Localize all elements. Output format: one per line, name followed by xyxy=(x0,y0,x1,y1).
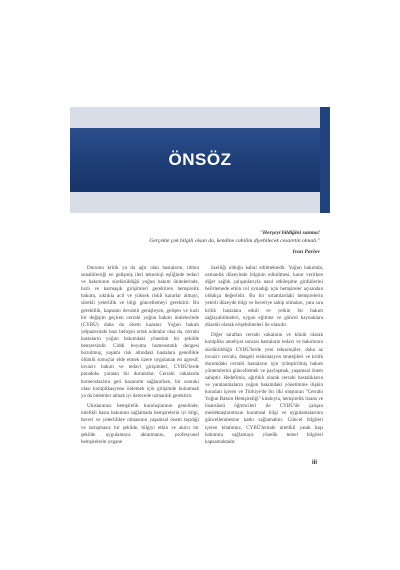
paragraph: Durumu kritik ya da ağır olan hastaların, tıbbın sunabileceği en gelişmiş ileri teknoloji eşliğinde tedavi ve bakımının sürdürüldüğü yoğun bakım ünitelerinde, hızlı ve karmaşık girişimleri gerektiren hemşirelik bakımı, sıklıkla acil ve yüksek riskli kararlar almayı, sürekli yeterlilik ve bilgi güncellemeyi gerektirir. Bu gereklilik, kapsamı devamlı genişleyen, gelişen ve hızlı bir değişim geçiren cerrahi yoğun bakım ünitelerinde (CYBÜ) daha da önem kazanır. Yoğun bakım yelpazesinde bazı belirgin ortak noktalar olsa da, cerrahi hastaların yoğun bakımdaki yönetimi bir şekilde benzersizdir. Ciddi boyutta homeostatik dengesi bozulmuş, yaşamı risk altındaki hastalara genellikle ölümlü sonuçlar elde etmek üzere uygulanan en agresif, invaziv bakım ve tedavi girişimleri, CYBÜ'lerde paradoks yaratan bir durumdur. Cerrahi vakalarda homeostazisin geri kazanımı sağlanırken, bir sonraki olası komplikasyonu önlemek için girişimde bulunmak ya da önlemler almak iyi derecede uzmanlık gerektirir. xyxy=(81,265,199,399)
epigraph-author: Ivan Pavlov xyxy=(292,249,320,255)
epigraph-line-2: Gerçekte çok bilgili olsan da, kendine cahilim diyebilecek cesaretin olmalı." xyxy=(149,238,320,244)
page-number: iii xyxy=(312,460,318,466)
paragraph: Uluslararası hemşirelik kuruluşlarının genelinde, nitelikli hasta bakımını sağlamada hemşirelerin iyi bilgi, beceri ve yeterlilikte olmasının yaşamsal önem taşıdığı ve tartışmasız bir şekilde, bilgiyi etkin ve akılcı bir şekilde uygulamaya aktarmanın, profesyonel hemşirelerin yegane xyxy=(81,403,199,445)
page-title: ÖNSÖZ xyxy=(168,150,232,169)
right-column xyxy=(205,265,323,449)
epigraph-line-1: "Herşeyi bildiğini sanma! xyxy=(259,230,320,236)
paragraph: Diğer taraftan cerrahi vakaların ve klinik olarak kompliks ameliyat sonrası hastaların tedavi ve bakımının sürdürüldüğü CYBÜ'lerde yeni teknolojiler, daha az invaziv cerrahi, dengeli resüsitasyon stratejileri ve kritik durumdaki cerrahi hastaların için iyileştirilmiş bakım yöntemlerini güncellemek ve paylaşmak, yaşamsal önem sahiptir. Hedefimiz, ağırlıklı olarak cerrahi hastalıkların ve yaralanmaların yoğun bakımdaki yönetimine ilişkin konuları içeren ve Türkiye'de bir ilki oluşturan "Cerrahi Yoğun Bakım Hemşireliği" kitabıyla, hemşirelik lisans ve lisansüstü öğrencileri ile CYBÜ'de çalışan meslektaşlarımızın kuramsal bilgi ve uygulamalarının güncellenmesine katkı sağlamaktır. Güncel bilgileri içeren kitabımız, CYBÜ'lerinde nitelikli yatak başı bakımını sağlamaya yönelik temel bilgileri kapsamaktadır. xyxy=(205,332,323,445)
left-column xyxy=(81,265,199,449)
epigraph xyxy=(90,229,320,256)
paragraph: özelliği olduğu kabul edilmektedir. Yoğun bakımda, uzmanlık düzeyinde bilginin edinilmesi, karar verirken diğer sağlık çalışanlarıyla nasıl etkileşime girdiklerini belirlemede etkin rol oynadığı için hemşireler açısından oldukça değerlidir. Bu bir ortamlardaki hemşirelerin yeterli düzeyde bilgi ve beceriye sahip olmaları, yanı sıra kritik hastalara etkili ve yetkin bir bakım sağlayabilmeleri, uygun eğitime ve güncel kaynaklara düzenli olarak erişebilmeleri ile olasıdır. xyxy=(205,265,323,328)
